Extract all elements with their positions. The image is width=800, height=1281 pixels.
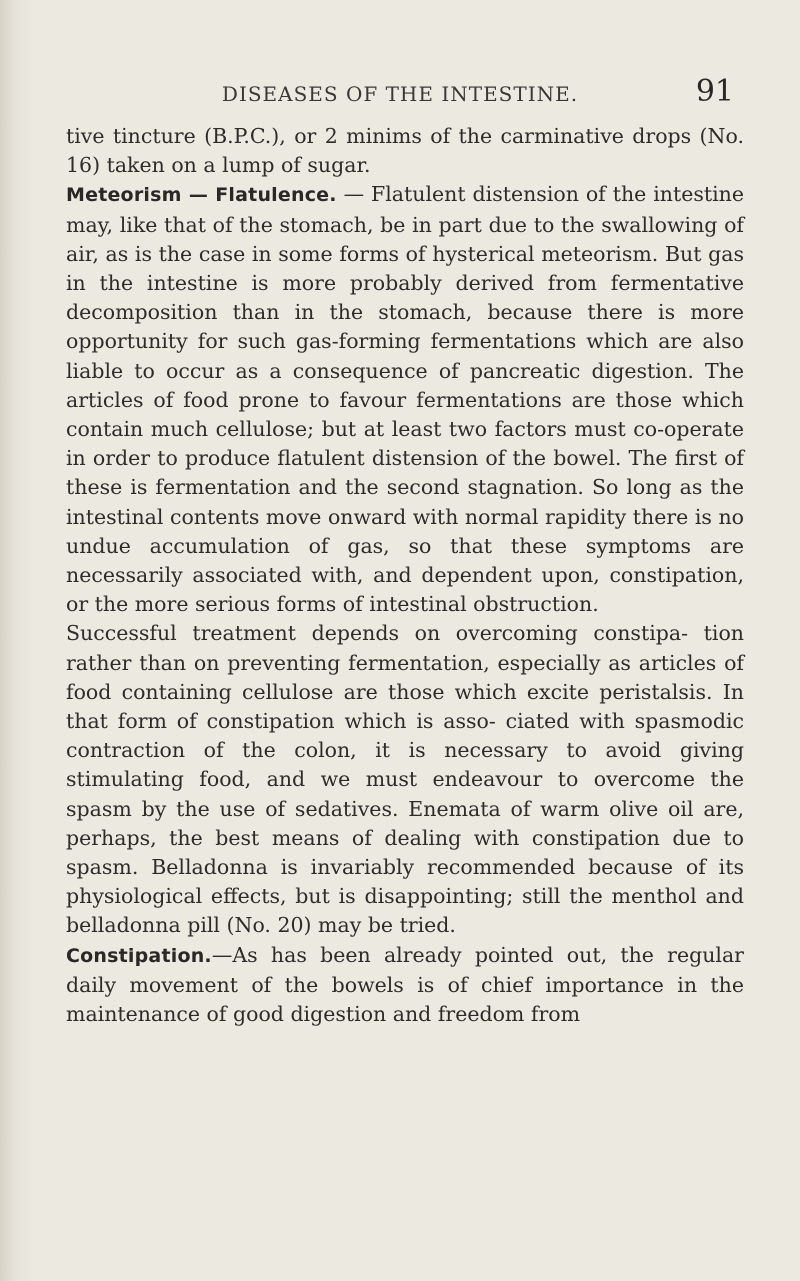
section-heading-constipation: Constipation. (66, 944, 212, 967)
page-number: 91 (695, 74, 734, 109)
paragraph-constipation-text: —As has been already pointed out, the regular daily movement of the bowels is of chief importance in the maintenance of good digestion and freedom from (66, 942, 744, 1027)
running-head (0, 74, 800, 118)
running-head-title: DISEASES OF THE INTESTINE. (221, 82, 579, 106)
paragraph-meteorism-text: — Flatulent distension of the intestine may, like that of the stomach, be in part due to the swallowing of air, as is the case in some forms of hysterical meteorism. But gas in the intestine is more probably derived from fermentative decomposition than in the stomach, because there is more opportunity for such gas-forming fermentations which are also liable to occur as a consequence of pancreatic digestion. The articles of food prone to favour fermentations are those which contain much cellulose; but at least two factors must co-operate in order to produce flatulent distension of the bowel. The first of these is fermentation and the second stagnation. So long as the intestinal contents move onward with normal rapidity there is no undue accumulation of gas, so that these symptoms are necessarily associated with, and dependent upon, constipation, or the more serious forms of intestinal obstruction. (66, 182, 744, 617)
paragraph-constipation (66, 941, 744, 1030)
body-text (66, 122, 744, 1029)
paragraph-carminative: tive tincture (B.P.C.), or 2 minims of the carminative drops (No. 16) taken on a lump of sugar. (66, 124, 744, 178)
paragraph-treatment: Successful treatment depends on overcoming constipa- tion rather than on preventing fermentation, especially as articles of food containing cellulose are those which excite peristalsis. In that form of constipation which is asso- ciated with spasmodic contraction of the colon, it is necessary to avoid giving stimulating food, and we must endeavour to overcome the spasm by the use of sedatives. Enemata of warm olive oil are, perhaps, the best means of dealing with constipation due to spasm. Belladonna is invariably recommended because of its physiological effects, but is disappointing; still the menthol and belladonna pill (No. 20) may be tried. (66, 621, 744, 938)
section-heading-meteorism: Meteorism — Flatulence. (66, 184, 337, 207)
paragraph-meteorism (66, 180, 744, 619)
